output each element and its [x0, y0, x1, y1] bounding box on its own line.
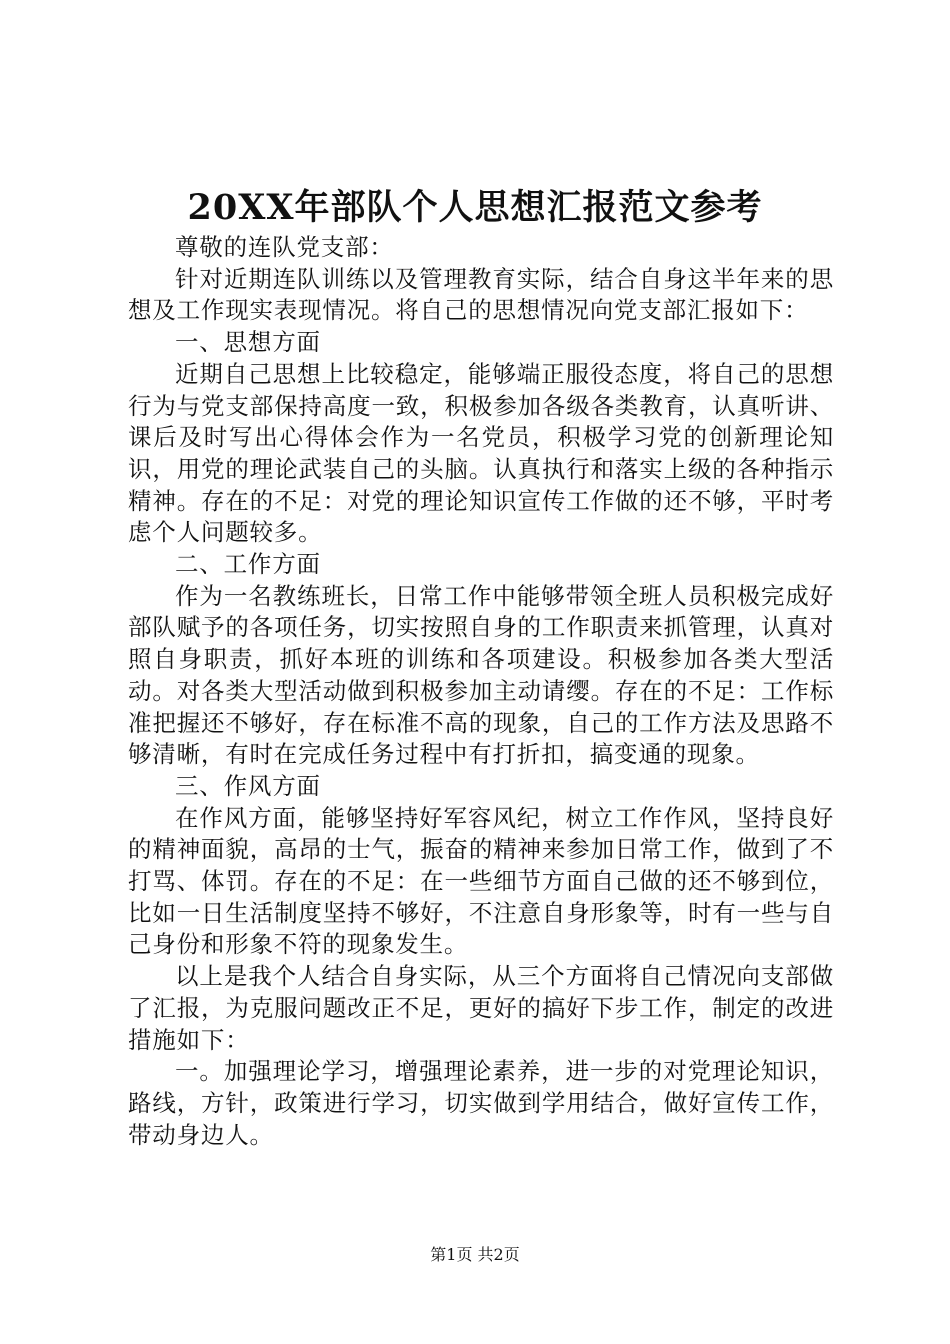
- section-heading-thought: 一、思想方面: [175, 328, 321, 357]
- measure-paragraph-1: 一。加强理论学习，增强理论素养，进一步的对党理论知识，路线，方针，政策进行学习，切实做到学用结合，做好宣传工作，带动身边人。: [128, 1057, 834, 1149]
- style-paragraph: 在作风方面，能够坚持好军容风纪，树立工作作风，坚持良好的精神面貌，高昂的士气，振奋的精神来参加日常工作，做到了不打骂、体罚。存在的不足：在一些细节方面自己做的还不够到位，比如一日生活制度坚持不够好，不注意自身形象等，时有一些与自己身份和形象不符的现象发生。: [128, 803, 834, 959]
- page-footer: 第1页 共2页: [430, 1245, 520, 1264]
- section-heading-style: 三、作风方面: [175, 771, 321, 800]
- section-heading-work: 二、工作方面: [175, 550, 321, 579]
- document-body: [128, 232, 834, 1151]
- intro-paragraph: 针对近期连队训练以及管理教育实际，结合自身这半年来的思想及工作现实表现情况。将自己的思想情况向党支部汇报如下：: [128, 264, 834, 325]
- thought-paragraph: 近期自己思想上比较稳定，能够端正服役态度，将自己的思想行为与党支部保持高度一致，积极参加各级各类教育，认真听讲、课后及时写出心得体会作为一名党员，积极学习党的创新理论知识，用党的理论武装自己的头脑。认真执行和落实上级的各种指示精神。存在的不足：对党的理论知识宣传工作做的还不够，平时考虑个人问题较多。: [128, 359, 834, 547]
- summary-paragraph: 以上是我个人结合自身实际，从三个方面将自己情况向支部做了汇报，为克服问题改正不足，更好的搞好下步工作，制定的改进措施如下：: [128, 962, 834, 1054]
- salutation: 尊敬的连队党支部：: [175, 233, 394, 261]
- document-title: 20XX年部队个人思想汇报范文参考: [187, 187, 763, 228]
- work-paragraph: 作为一名教练班长，日常工作中能够带领全班人员积极完成好部队赋予的各项任务，切实按照自身的工作职责来抓管理，认真对照自身职责，抓好本班的训练和各项建设。积极参加各类大型活动。对各类大型活动做到积极参加主动请缨。存在的不足：工作标准把握还不够好，存在标准不高的现象，自己的工作方法及思路不够清晰，有时在完成任务过程中有打折扣，搞变通的现象。: [128, 581, 834, 769]
